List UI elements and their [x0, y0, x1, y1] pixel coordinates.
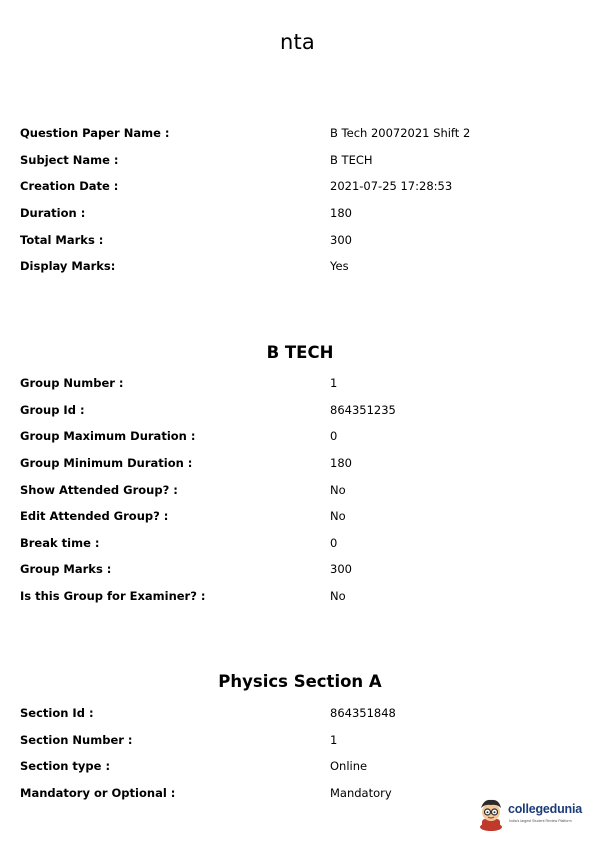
row-label: Subject Name :: [20, 152, 119, 167]
row-value: 0: [330, 429, 338, 444]
paper-info-row: [20, 253, 580, 280]
row-value: 300: [330, 562, 352, 577]
row-label: Group Minimum Duration :: [20, 456, 193, 471]
row-value: No: [330, 509, 346, 524]
paper-info-table: [20, 120, 580, 280]
group-table: [20, 370, 580, 609]
group-row: [20, 423, 580, 450]
row-value: 300: [330, 232, 352, 247]
group-row: [20, 503, 580, 530]
row-label: Total Marks :: [20, 232, 104, 247]
row-value: 180: [330, 206, 352, 221]
group-row: [20, 583, 580, 610]
row-label: Group Maximum Duration :: [20, 429, 196, 444]
group-row: [20, 450, 580, 477]
row-label: Section Id :: [20, 706, 94, 721]
group-row: [20, 476, 580, 503]
paper-info-row: [20, 173, 580, 200]
group-row: [20, 556, 580, 583]
row-value: 1: [330, 732, 338, 747]
group-row: [20, 530, 580, 557]
brand-wordmark: collegedunia: [508, 802, 583, 816]
paper-info-row: [20, 120, 580, 147]
section-row: [20, 727, 580, 754]
paper-info-row: [20, 200, 580, 227]
row-label: Creation Date :: [20, 179, 119, 194]
row-value: 0: [330, 535, 338, 550]
row-value: B Tech 20072021 Shift 2: [330, 126, 471, 141]
physics-section-heading: Physics Section A: [218, 672, 382, 691]
section-row: [20, 700, 580, 727]
row-value: 864351848: [330, 706, 396, 721]
row-value: 2021-07-25 17:28:53: [330, 179, 453, 194]
collegedunia-logo: [476, 797, 588, 833]
row-label: Section Number :: [20, 732, 133, 747]
row-label: Question Paper Name :: [20, 126, 170, 141]
row-label: Is this Group for Examiner? :: [20, 589, 206, 604]
row-value: No: [330, 482, 346, 497]
row-value: 864351235: [330, 402, 396, 417]
row-value: Mandatory: [330, 786, 392, 801]
row-label: Group Number :: [20, 376, 124, 391]
row-value: B TECH: [330, 152, 373, 167]
row-value: Online: [330, 759, 368, 774]
document-title: nta: [279, 30, 315, 54]
group-row: [20, 397, 580, 424]
row-value: Yes: [330, 259, 349, 274]
row-label: Display Marks:: [20, 259, 116, 274]
group-section-heading: B TECH: [266, 343, 334, 362]
mascot-icon: [476, 797, 506, 831]
row-label: Break time :: [20, 535, 100, 550]
row-label: Section type :: [20, 759, 111, 774]
row-label: Group Marks :: [20, 562, 112, 577]
row-value: 180: [330, 456, 352, 471]
physics-section-table: [20, 700, 580, 806]
row-label: Mandatory or Optional :: [20, 786, 176, 801]
group-row: [20, 370, 580, 397]
row-value: 1: [330, 376, 338, 391]
row-label: Edit Attended Group? :: [20, 509, 169, 524]
row-value: No: [330, 589, 346, 604]
row-label: Show Attended Group? :: [20, 482, 178, 497]
paper-info-row: [20, 147, 580, 174]
section-row: [20, 753, 580, 780]
paper-info-row: [20, 226, 580, 253]
brand-tagline: India's largest Student Review Platform: [509, 819, 572, 823]
row-label: Group Id :: [20, 402, 85, 417]
row-label: Duration :: [20, 206, 86, 221]
